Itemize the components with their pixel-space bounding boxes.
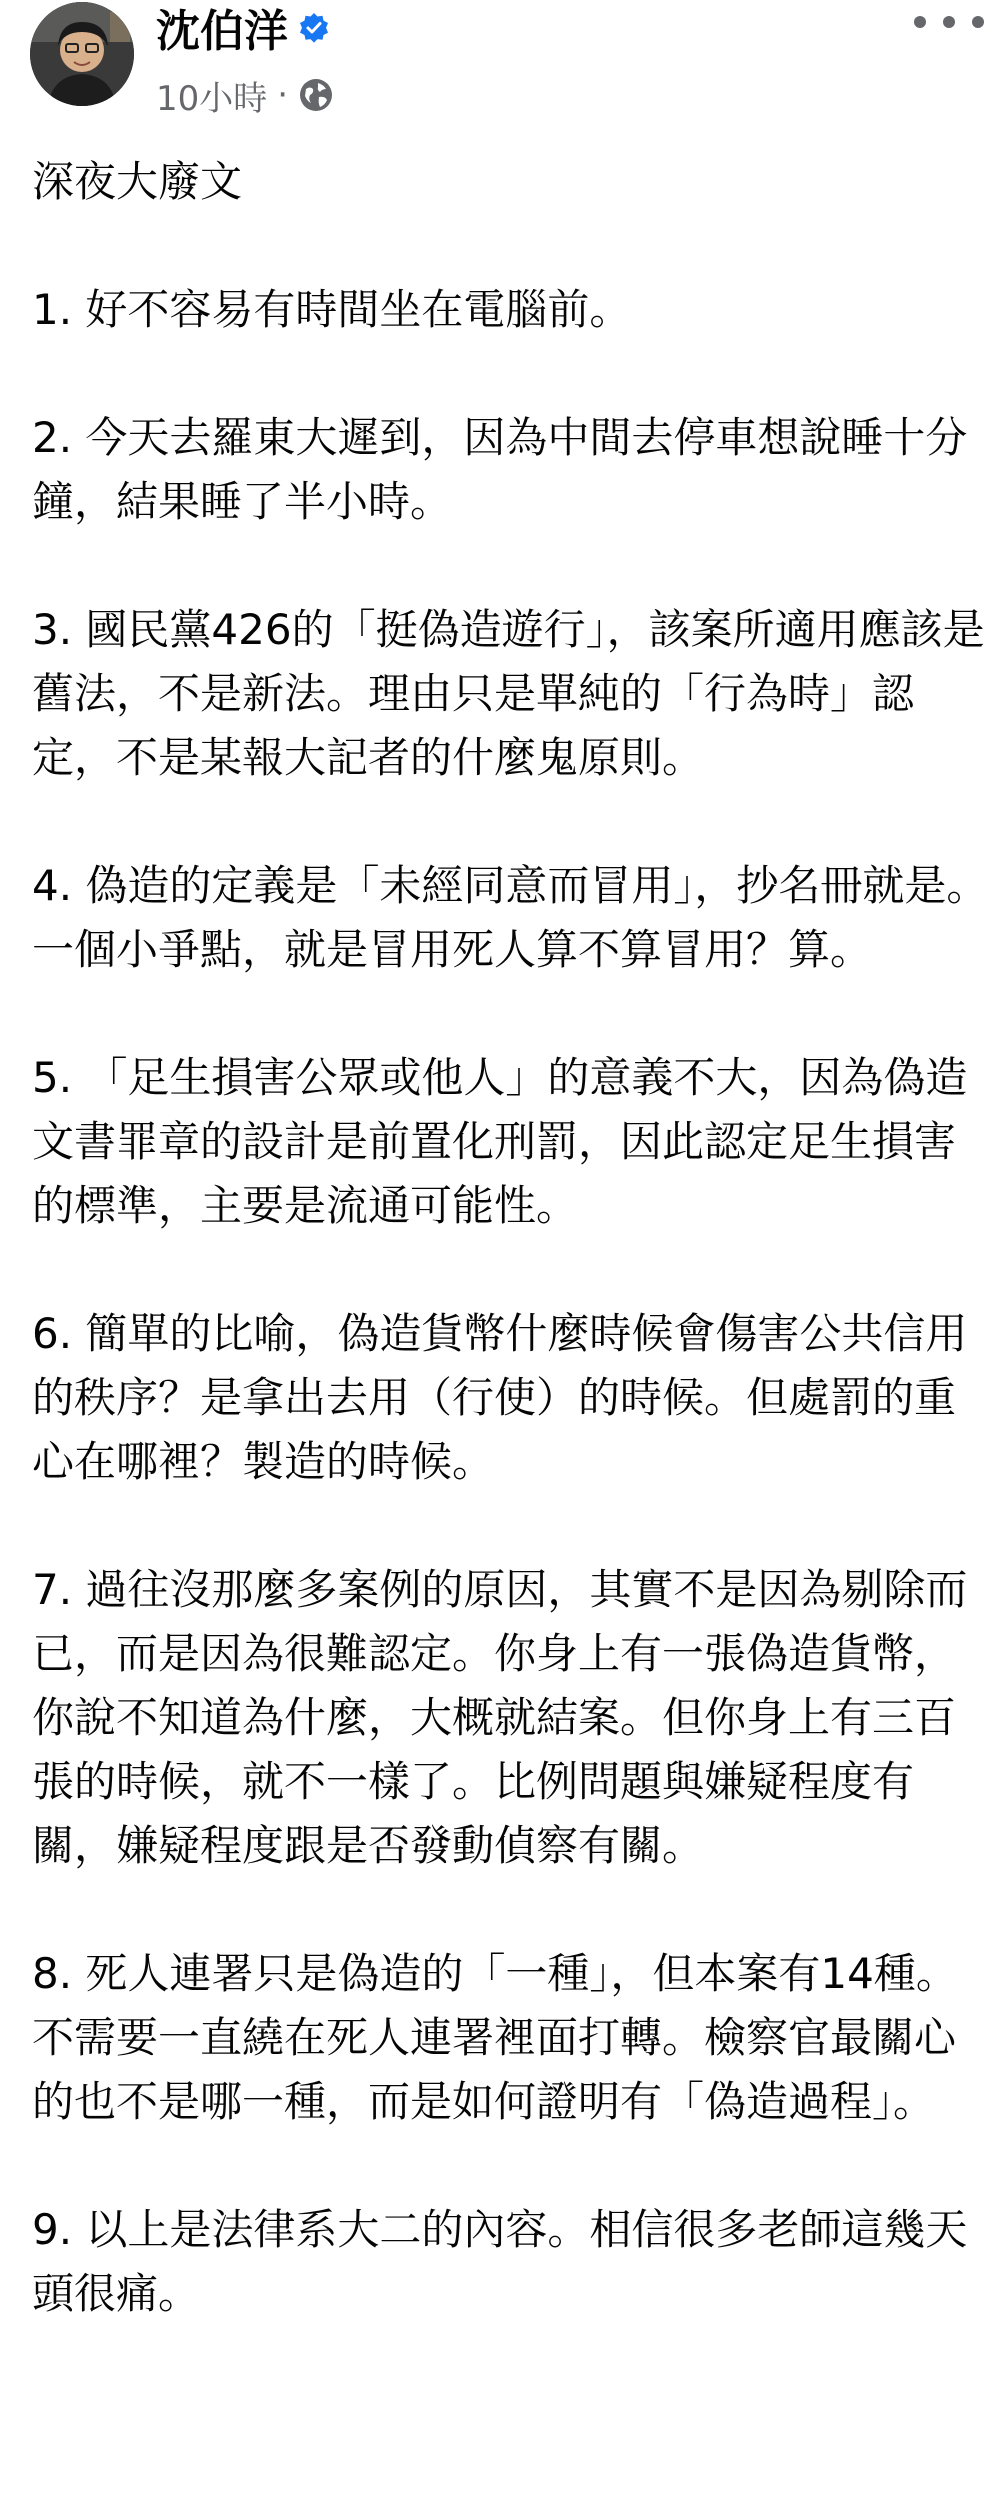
post-paragraph: 4. 偽造的定義是「未經同意而冒用」，抄名冊就是。一個小爭點，就是冒用死人算不算冒用？算。 bbox=[32, 861, 989, 974]
post-paragraph: 1. 好不容易有時間坐在電腦前。 bbox=[32, 285, 632, 334]
post-paragraph: 2. 今天去羅東大遲到，因為中間去停車想說睡十分鐘，結果睡了半小時。 bbox=[32, 413, 968, 526]
verified-badge-icon bbox=[298, 12, 330, 44]
meta-separator: · bbox=[277, 75, 289, 115]
avatar[interactable] bbox=[30, 2, 134, 106]
post-timestamp[interactable]: 10小時 bbox=[156, 78, 268, 119]
more-options-icon-dot bbox=[943, 16, 955, 28]
post-header bbox=[0, 0, 1008, 140]
post-paragraph: 9. 以上是法律系大二的內容。相信很多老師這幾天頭很痛。 bbox=[32, 2205, 968, 2318]
post-paragraph: 8. 死人連署只是偽造的「一種」，但本案有14種。不需要一直繞在死人連署裡面打轉。檢察官最關心的也不是哪一種，而是如何證明有「偽造過程」。 bbox=[32, 1949, 958, 2126]
post-title: 深夜大廢文 bbox=[32, 157, 243, 206]
post-paragraph: 7. 過往沒那麼多案例的原因，其實不是因為剔除而已，而是因為很難認定。你身上有一張偽造貨幣，你說不知道為什麼，大概就結案。但你身上有三百張的時候，就不一樣了。比例問題與嫌疑程度有關，嫌疑程度跟是否發動偵察有關。 bbox=[32, 1565, 968, 1870]
post-body bbox=[32, 150, 992, 2326]
post-paragraph: 3. 國民黨426的「挺偽造遊行」，該案所適用應該是舊法，不是新法。理由只是單純的「行為時」認定，不是某報大記者的什麼鬼原則。 bbox=[32, 605, 985, 782]
globe-icon[interactable] bbox=[298, 77, 334, 113]
more-options-icon-dot bbox=[972, 16, 984, 28]
post-paragraph: 5. 「足生損害公眾或他人」的意義不大，因為偽造文書罪章的設計是前置化刑罰，因此認定足生損害的標準，主要是流通可能性。 bbox=[32, 1053, 968, 1230]
more-options-button[interactable] bbox=[914, 0, 984, 44]
avatar-photo bbox=[30, 2, 134, 106]
post-paragraph: 6. 簡單的比喻，偽造貨幣什麼時候會傷害公共信用的秩序？是拿出去用（行使）的時候。但處罰的重心在哪裡？製造的時候。 bbox=[32, 1309, 968, 1486]
author-name[interactable] bbox=[156, 4, 330, 60]
author-name-text: 沈伯洋 bbox=[156, 6, 288, 57]
more-options-icon bbox=[914, 16, 926, 28]
post-meta bbox=[156, 74, 334, 119]
